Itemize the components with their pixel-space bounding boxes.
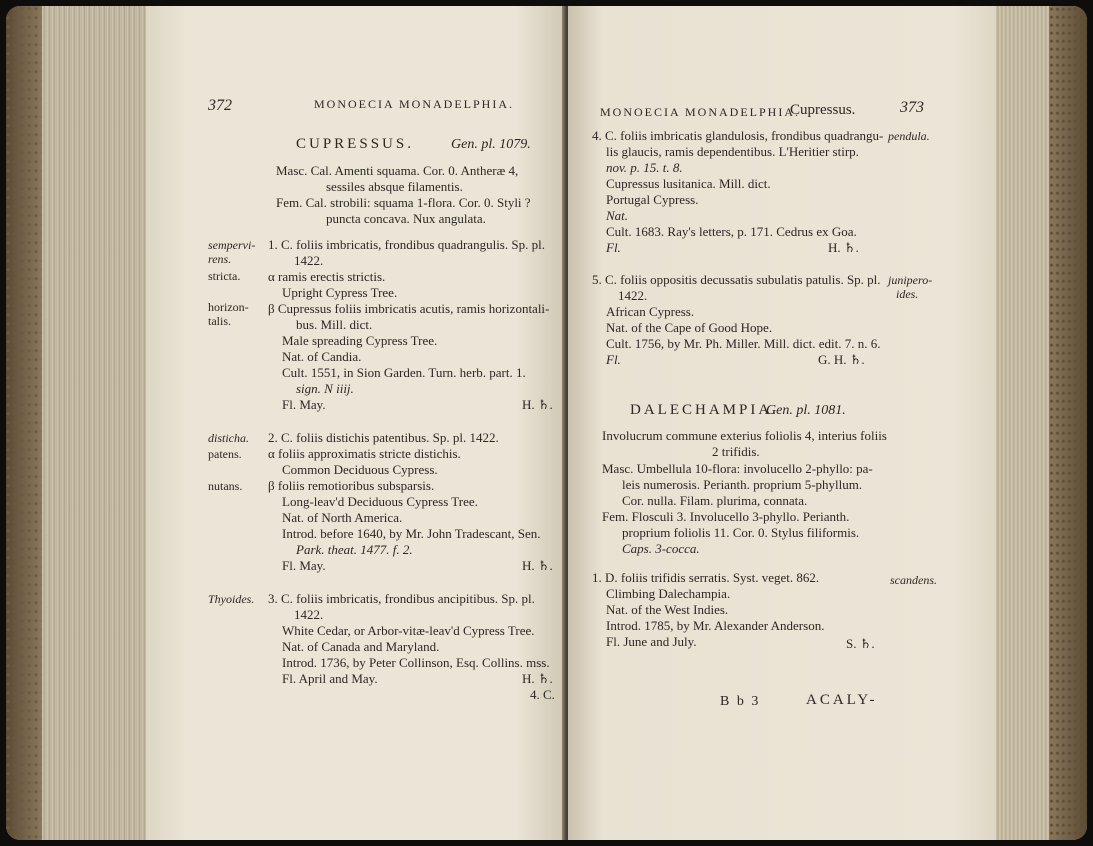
text-line: proprium foliolis 11. Cor. 0. Stylus filiformis. bbox=[622, 525, 860, 540]
page-number: 372 bbox=[208, 97, 232, 114]
text-line: Nat. bbox=[606, 208, 629, 223]
text-line: Cult. 1683. Ray's letters, p. 171. Cedrus ex Goa. bbox=[606, 224, 857, 239]
margin-note: ides. bbox=[896, 287, 919, 301]
margin-note: pendula. bbox=[888, 129, 930, 143]
text-line: 1422. bbox=[294, 253, 324, 268]
text-line: β foliis remotioribus subsparsis. bbox=[268, 478, 435, 493]
text-line: Fl. June and July. bbox=[606, 634, 697, 649]
text-line: Cult. 1551, in Sion Garden. Turn. herb. part. 1. bbox=[282, 365, 526, 380]
text-line: 1422. bbox=[294, 607, 324, 622]
text-line: Fl. April and May. bbox=[282, 671, 378, 686]
genus-reference: Gen. pl. 1081. bbox=[766, 403, 846, 418]
left-page-edges bbox=[6, 6, 156, 840]
text-line: Park. theat. 1477. f. 2. bbox=[296, 542, 413, 557]
margin-note: stricta. bbox=[208, 269, 241, 283]
text-line: 1422. bbox=[618, 288, 648, 303]
habitat-symbol: H. ♄. bbox=[828, 240, 859, 255]
genus-reference: Gen. pl. 1079. bbox=[451, 137, 531, 152]
margin-note: patens. bbox=[208, 447, 242, 461]
margin-note: horizon- bbox=[208, 300, 249, 314]
right-page-edges bbox=[992, 6, 1087, 840]
text-line: Introd. 1736, by Peter Collinson, Esq. Collins. mss. bbox=[282, 655, 550, 670]
habitat-symbol: G. H. ♄. bbox=[818, 352, 865, 367]
signature-mark: B b 3 bbox=[720, 694, 761, 709]
text-line: Fl. May. bbox=[282, 397, 326, 412]
text-line: Fl. bbox=[606, 240, 621, 255]
text-line: leis numerosis. Perianth. proprium 5-phyllum. bbox=[622, 477, 863, 492]
margin-note: junipero- bbox=[888, 273, 933, 287]
text-line: Common Deciduous Cypress. bbox=[282, 462, 438, 477]
open-book bbox=[6, 6, 1087, 840]
genus-char-line: Fem. Cal. strobili: squama 1-flora. Cor. 0. Styli ? bbox=[276, 195, 531, 210]
habitat-symbol: H. ♄. bbox=[522, 671, 553, 686]
text-line: Climbing Dalechampia. bbox=[606, 586, 731, 601]
running-genus: Cupressus. bbox=[790, 102, 856, 118]
margin-note: talis. bbox=[208, 314, 231, 328]
text-line: Nat. of the West Indies. bbox=[606, 602, 729, 617]
left-page bbox=[146, 6, 566, 840]
text-line: Portugal Cypress. bbox=[606, 192, 699, 207]
right-page bbox=[568, 6, 996, 840]
text-line: Fl. May. bbox=[282, 558, 326, 573]
catchword: ACALY- bbox=[806, 692, 878, 708]
text-line: Nat. of the Cape of Good Hope. bbox=[606, 320, 773, 335]
text-line: 4. C. foliis imbricatis glandulosis, frondibus quadrangu- bbox=[592, 128, 884, 143]
text-line: Cor. nulla. Filam. plurima, connata. bbox=[622, 493, 808, 508]
genus-heading: DALECHAMPIA. bbox=[630, 402, 779, 418]
page-number: 373 bbox=[900, 99, 924, 116]
text-line: Cult. 1756, by Mr. Ph. Miller. Mill. dict. edit. 7. n. 6. bbox=[606, 336, 881, 351]
margin-note: rens. bbox=[208, 252, 232, 266]
text-line: 3. C. foliis imbricatis, frondibus ancipitibus. Sp. pl. bbox=[268, 591, 535, 606]
text-line: Long-leav'd Deciduous Cypress Tree. bbox=[282, 494, 478, 509]
margin-note: disticha. bbox=[208, 431, 249, 445]
text-line: Involucrum commune exterius foliolis 4, interius foliis bbox=[602, 428, 887, 443]
habitat-symbol: H. ♄. bbox=[522, 558, 553, 573]
habitat-symbol: H. ♄. bbox=[522, 397, 553, 412]
text-line: nov. p. 15. t. 8. bbox=[606, 160, 683, 175]
catchword: 4. C. bbox=[530, 687, 555, 702]
margin-note: scandens. bbox=[890, 573, 937, 587]
text-line: 2. C. foliis distichis patentibus. Sp. pl. 1422. bbox=[268, 430, 499, 445]
text-line: lis glaucis, ramis dependentibus. L'Heritier stirp. bbox=[606, 144, 859, 159]
text-line: Introd. before 1640, by Mr. John Tradescant, Sen. bbox=[282, 526, 541, 541]
genus-heading: CUPRESSUS. bbox=[296, 136, 414, 152]
text-line: bus. Mill. dict. bbox=[296, 317, 373, 332]
running-head: MONOECIA MONADELPHIA. bbox=[314, 97, 514, 111]
text-line: 1. C. foliis imbricatis, frondibus quadrangulis. Sp. pl. bbox=[268, 237, 545, 252]
text-line: Nat. of Candia. bbox=[282, 349, 362, 364]
text-line: β Cupressus foliis imbricatis acutis, ramis horizontali- bbox=[268, 301, 550, 316]
text-line: Caps. 3-cocca. bbox=[622, 541, 700, 556]
habitat-symbol: S. ♄. bbox=[846, 636, 875, 651]
margin-note: Thyoides. bbox=[208, 592, 255, 606]
text-line: sign. N iiij. bbox=[296, 381, 354, 396]
text-line: α foliis approximatis stricte distichis. bbox=[268, 446, 461, 461]
text-line: 1. D. foliis trifidis serratis. Syst. veget. 862. bbox=[592, 570, 820, 585]
text-line: Cupressus lusitanica. Mill. dict. bbox=[606, 176, 771, 191]
margin-note: sempervi- bbox=[208, 238, 256, 252]
text-line: Nat. of North America. bbox=[282, 510, 403, 525]
text-line: Fem. Flosculi 3. Involucello 3-phyllo. Perianth. bbox=[602, 509, 850, 524]
genus-char-line: sessiles absque filamentis. bbox=[326, 179, 463, 194]
text-line: α ramis erectis strictis. bbox=[268, 269, 386, 284]
running-head: MONOECIA MONADELPHIA. bbox=[600, 105, 800, 119]
margin-note: nutans. bbox=[208, 479, 243, 493]
genus-char-line: Masc. Cal. Amenti squama. Cor. 0. Antheræ 4, bbox=[276, 163, 519, 178]
text-line: 2 trifidis. bbox=[712, 444, 760, 459]
text-line: White Cedar, or Arbor-vitæ-leav'd Cypress Tree. bbox=[282, 623, 535, 638]
text-line: African Cypress. bbox=[606, 304, 695, 319]
text-line: Masc. Umbellula 10-flora: involucello 2-phyllo: pa- bbox=[602, 461, 873, 476]
text-line: Introd. 1785, by Mr. Alexander Anderson. bbox=[606, 618, 825, 633]
text-line: Male spreading Cypress Tree. bbox=[282, 333, 438, 348]
text-line: 5. C. foliis oppositis decussatis subulatis patulis. Sp. pl. bbox=[592, 272, 881, 287]
text-line: Upright Cypress Tree. bbox=[282, 285, 398, 300]
genus-char-line: puncta concava. Nux angulata. bbox=[326, 211, 486, 226]
text-line: Nat. of Canada and Maryland. bbox=[282, 639, 440, 654]
text-line: Fl. bbox=[606, 352, 621, 367]
